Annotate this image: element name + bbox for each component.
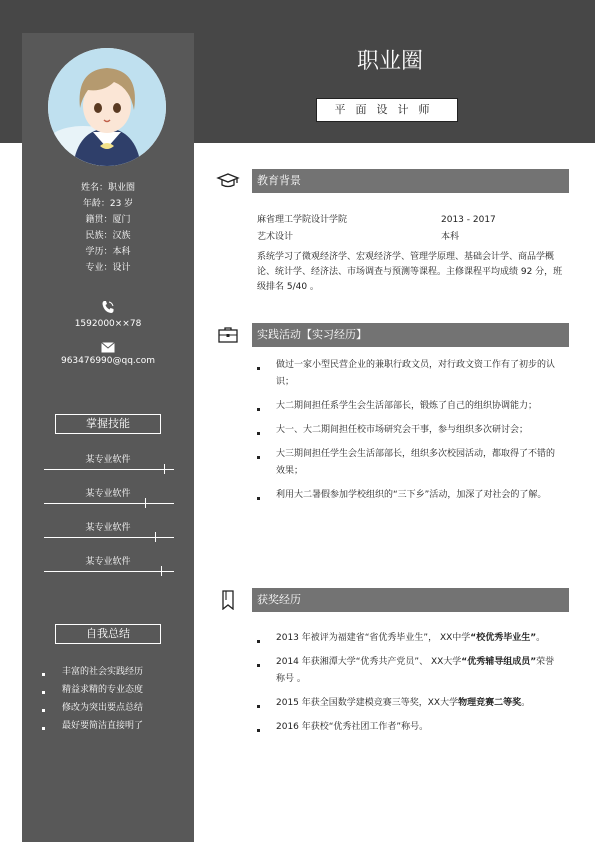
- skill-level: [161, 566, 162, 576]
- list-item: 2014 年获湘潭大学“优秀共产党员”、 XX大学“优秀辅导组成员”荣誉称号 。: [257, 654, 557, 688]
- list-item: 2016 年获校“优秀社团工作者”称号。: [257, 719, 557, 736]
- list-item: 最好要简洁直接明了: [42, 717, 187, 735]
- summary-title: 自我总结: [55, 624, 161, 644]
- profile-row: 姓名：职业圈: [80, 183, 136, 193]
- list-item: 2013 年被评为福建省“省优秀毕业生”， XX中学“校优秀毕业生”。: [257, 630, 557, 647]
- education-description: 系统学习了微观经济学、宏观经济学、管理学原理、基础会计学、商品学概论、统计学、经济法、市场调查与预测等课程。主修课程平均成绩 92 分，班级排名 5/40 。: [257, 252, 563, 292]
- skill-bar: [44, 469, 174, 470]
- education-block: [257, 212, 567, 295]
- summary-list: [42, 663, 187, 735]
- list-item: 修改为突出要点总结: [42, 699, 187, 717]
- briefcase-icon: [216, 325, 240, 345]
- phone-text: 1592000××78: [74, 319, 142, 329]
- major: 艺术设计: [257, 232, 294, 242]
- bookmark-icon: [216, 590, 240, 610]
- profile-row: 专业：设计: [85, 263, 131, 273]
- list-item: 丰富的社会实践经历: [42, 663, 187, 681]
- profile-row: 民族：汉族: [85, 231, 131, 241]
- skill-item: [22, 453, 194, 467]
- skill-item: [22, 487, 194, 501]
- skill-label: 某专业软件: [85, 557, 131, 567]
- list-item: 精益求精的专业态度: [42, 681, 187, 699]
- skill-item: [22, 521, 194, 535]
- profile-row: 学历：本科: [85, 247, 131, 257]
- practice-list: [257, 357, 557, 511]
- list-item: 2015 年获全国数学建模竞赛三等奖，XX大学物理竞赛二等奖。: [257, 695, 557, 712]
- skill-item: [22, 555, 194, 569]
- skill-level: [155, 532, 156, 542]
- awards-list: [257, 630, 557, 743]
- list-item: 做过一家小型民营企业的兼职行政文员，对行政文资工作有了初步的认识；: [257, 357, 557, 391]
- email-block: [22, 342, 194, 366]
- skill-level: [164, 464, 165, 474]
- profile-row: 籍贯：厦门: [85, 215, 131, 225]
- graduation-cap-icon: [216, 171, 240, 191]
- job-title: 平面设计师: [316, 98, 458, 122]
- page-title: 职业圈: [356, 49, 423, 74]
- list-item: 大三期间担任学生会生活部部长，组织多次校园活动，都取得了不错的效果；: [257, 446, 557, 480]
- skill-label: 某专业软件: [85, 455, 131, 465]
- list-item: 利用大二暑假参加学校组织的“三下乡”活动，加深了对社会的了解。: [257, 487, 557, 504]
- skill-label: 某专业软件: [85, 523, 131, 533]
- avatar: [48, 48, 166, 166]
- list-item: 大二期间担任系学生会生活部部长，锻炼了自己的组织协调能力；: [257, 398, 557, 415]
- school-name: 麻省理工学院设计学院: [257, 215, 348, 225]
- phone-icon: [101, 300, 115, 314]
- profile-list: [22, 180, 194, 276]
- education-period: 2013 - 2017: [441, 215, 496, 225]
- sidebar: [22, 33, 194, 842]
- profile-row: 年龄：23 岁: [82, 199, 134, 209]
- phone-block: [22, 300, 194, 329]
- skills-title: 掌握技能: [55, 414, 161, 434]
- section-title-awards: 获奖经历: [252, 588, 569, 612]
- section-title-education: 教育背景: [252, 169, 569, 193]
- skill-label: 某专业软件: [85, 489, 131, 499]
- skill-bar: [44, 571, 174, 572]
- skill-bar: [44, 503, 174, 504]
- skill-level: [145, 498, 146, 508]
- list-item: 大一、大二期间担任校市场研究会干事，参与组织多次研讨会；: [257, 422, 557, 439]
- section-title-practice: 实践活动【实习经历】: [252, 323, 569, 347]
- email-text: 963476990@qq.com: [60, 356, 156, 366]
- mail-icon: [101, 342, 115, 353]
- degree: 本科: [441, 232, 460, 242]
